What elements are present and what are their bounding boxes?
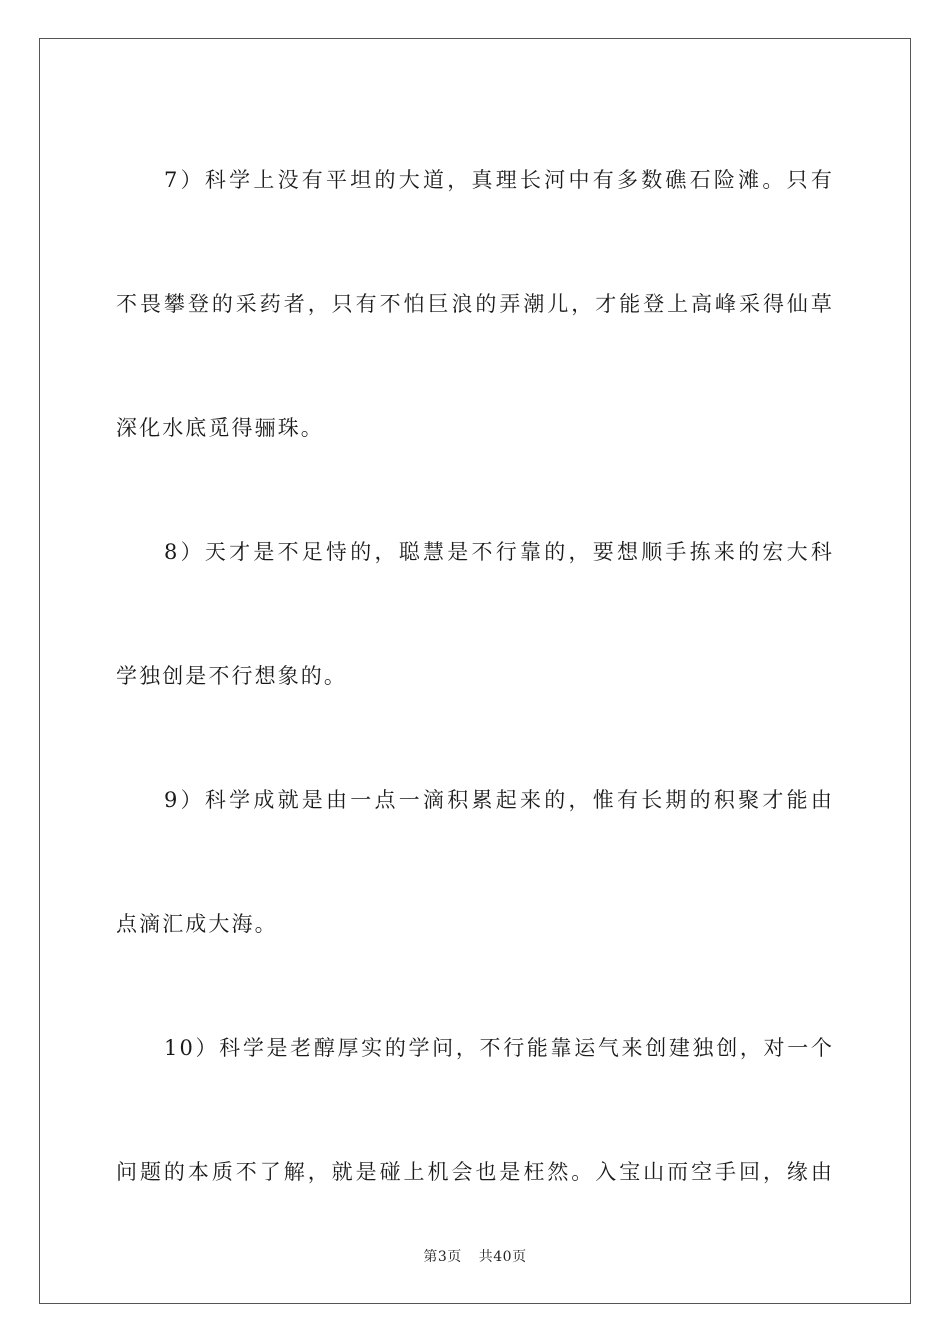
text-line: 不畏攀登的采药者，只有不怕巨浪的弄潮儿，才能登上高峰采得仙草	[116, 292, 834, 316]
paragraph-8	[116, 490, 834, 738]
paragraph-9	[116, 738, 834, 986]
text-line: 8）天才是不足恃的，聪慧是不行靠的，要想顺手拣来的宏大科	[164, 540, 834, 564]
text-line: 10）科学是老醇厚实的学问，不行能靠运气来创建独创，对一个	[164, 1036, 834, 1060]
text-line: 7）科学上没有平坦的大道，真理长河中有多数礁石险滩。只有	[164, 168, 834, 192]
page-footer	[0, 1246, 950, 1266]
document-body	[116, 118, 834, 1234]
text-line: 点滴汇成大海。	[116, 912, 278, 936]
page-number: 第3页	[423, 1249, 462, 1265]
text-line: 9）科学成就是由一点一滴积累起来的，惟有长期的积聚才能由	[164, 788, 834, 812]
text-line: 学独创是不行想象的。	[116, 664, 347, 688]
page-total: 共40页	[478, 1249, 527, 1265]
text-line: 深化水底觅得骊珠。	[116, 416, 324, 440]
paragraph-7	[116, 118, 834, 490]
text-line: 问题的本质不了解，就是碰上机会也是枉然。入宝山而空手回，缘由	[116, 1160, 834, 1184]
paragraph-10	[116, 986, 834, 1234]
